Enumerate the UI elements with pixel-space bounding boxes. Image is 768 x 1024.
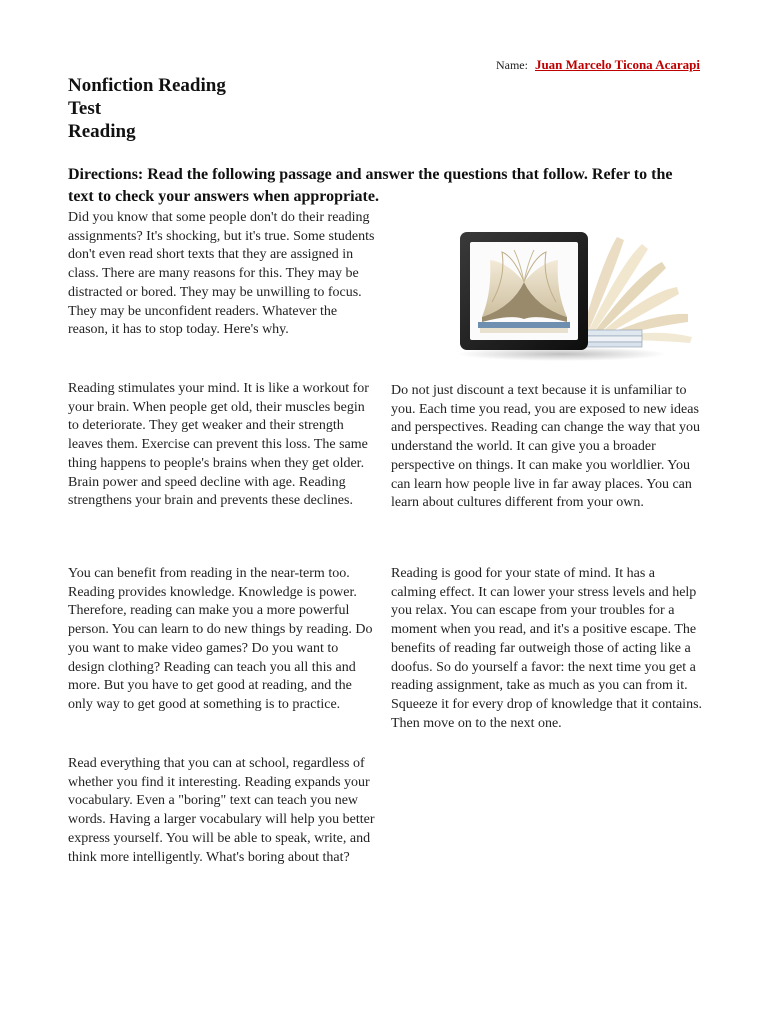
- passage-paragraph-3: [68, 565, 378, 715]
- directions: [68, 164, 702, 208]
- paragraph-text: Did you know that some people don't do their reading assignments? It's shocking, but it's true. Some students don't even read short texts that they are assigned in class. There are many reasons for this. They may be distracted or bored. They may be unwilling to focus. They may be unconfident readers. Whatever the reason, it has to stop today. Here's why.: [68, 210, 375, 338]
- document-title: [68, 74, 226, 143]
- passage-paragraph-1: [68, 209, 378, 340]
- passage-paragraph-2: [68, 380, 378, 511]
- paragraph-text: Reading stimulates your mind. It is like a workout for your brain. When people get old, their muscles begin to deteriorate. They get weaker and their strength leaves them. Exercise can prevent this loss. The same thing happens to people's brains when they get older. Brain power and speed decline with age. Reading strengthens your brain and prevents these declines.: [68, 381, 369, 509]
- passage-paragraph-4: [68, 755, 378, 867]
- paragraph-text: Reading is good for your state of mind. It has a calming effect. It can lower your stress levels and help you relax. You can escape from your troubles for a moment when you read, and it's a positive escape. The benefits of reading far outweigh those of acting like a doofus. So do yourself a favor: the next time you get a reading assignment, take as much as you can from it. Squeeze it for every drop of knowledge that it contains. Then move on to the next one.: [391, 566, 703, 731]
- tablet-book-icon: [452, 222, 702, 362]
- passage-paragraph-5: [391, 382, 703, 513]
- student-name-line: [496, 57, 700, 73]
- title-line-2: Test: [68, 98, 102, 119]
- title-line-1: Nonfiction Reading: [68, 75, 226, 96]
- paragraph-text: Do not just discount a text because it is unfamiliar to you. Each time you read, you are exposed to new ideas and perspectives. Reading can change the way that you understand the world. It can give you a broader perspective on things. It can make you worldlier. You can learn how people live in far away places. You can learn about cultures different from your own.: [391, 383, 701, 511]
- directions-label: Directions:: [68, 166, 144, 183]
- title-line-3: Reading: [68, 121, 136, 142]
- passage-paragraph-6: [391, 565, 703, 733]
- directions-text: Read the following passage and answer the questions that follow. Refer to the text to check your answers when appropriate.: [68, 166, 673, 205]
- name-value: Juan Marcelo Ticona Acarapi: [534, 57, 700, 72]
- paragraph-text: You can benefit from reading in the near-term too. Reading provides knowledge. Knowledge is power. Therefore, reading can make you a more powerful person. You can learn to do new things by reading. Do you want to make video games? Do you want to design clothing? Reading can teach you all this and more. But you have to get good at reading, and the only way to get good at something is to practice.: [68, 566, 373, 712]
- name-label: Name:: [495, 58, 528, 72]
- paragraph-text: Read everything that you can at school, regardless of whether you find it interesting. Reading expands your vocabulary. Even a "boring" text can teach you new words. Having a larger vocabulary will help you better express yourself. You will be able to speak, write, and think more intelligently. What's boring about that?: [68, 756, 375, 865]
